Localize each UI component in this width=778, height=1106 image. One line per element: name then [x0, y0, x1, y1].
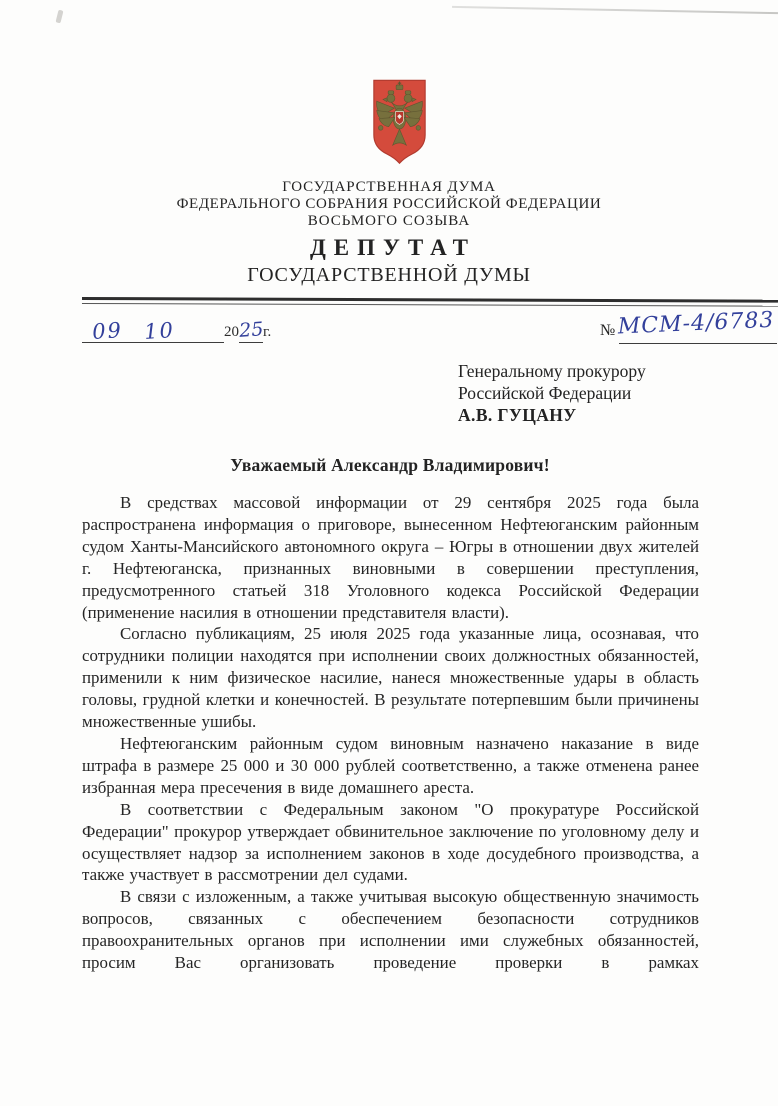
handwritten-number: МСМ-4/6783 [617, 307, 775, 340]
letterhead-org-line2: ФЕДЕРАЛЬНОГО СОБРАНИЯ РОССИЙСКОЙ ФЕДЕРАЦИИ [176, 196, 602, 212]
number-blank [617, 307, 777, 344]
body-paragraph: Нефтеюганским районным судом виновным назначено наказание в виде штрафа в размере 25 000 и 30 000 рублей соответственно, а также отменена ранее избранная мера пресечения в виде домашнего ареста. [82, 733, 699, 797]
number-sign: № [600, 322, 616, 339]
scan-artifact-line [452, 6, 778, 14]
date-year-prefix: 20 [224, 324, 239, 340]
recipient-title: Генеральному прокурору [458, 361, 646, 381]
russia-coat-of-arms-icon [371, 78, 428, 165]
recipient-org: Российской Федерации [458, 383, 632, 403]
letterhead-title-duma: ГОСУДАРСТВЕННОЙ ДУМЫ [247, 264, 531, 286]
letterhead-org-line1: ГОСУДАРСТВЕННАЯ ДУМА [282, 179, 496, 195]
date-month-blank [132, 316, 186, 343]
handwritten-day: 09 [91, 317, 124, 345]
scan-artifact-smudge [56, 10, 64, 24]
date-empty-blank [186, 316, 224, 343]
recipient-block [458, 360, 646, 426]
recipient-name: А.В. ГУЦАНУ [458, 405, 577, 425]
date-year-blank [239, 316, 263, 343]
date-day-blank [82, 316, 132, 343]
salutation: Уважаемый Александр Владимирович! [230, 455, 550, 475]
body-paragraph: В соответствии с Федеральным законом "О прокуратуре Российской Федерации" прокурор утверждает обвинительное заключение по уголовному делу и осуществляет надзор за исполнением законов в ходе досудебного производства, а также участвует в рассмотрении дел судами. [82, 799, 699, 885]
body-paragraph: В связи с изложенным, а также учитывая высокую общественную значимость вопросов, связанных с обеспечением безопасности сотрудников правоохранительных органов при исполнении ими служебных обязанностей, просим Вас организовать проведение проверки в рамках [82, 887, 699, 973]
body-paragraph: В средствах массовой информации от 29 сентября 2025 года была распространена информация о приговоре, вынесенном Нефтеюганским районным судом Ханты-Мансийского автономного округа – Югры в отношении двух жителей г. Нефтеюганска, признанных виновными в совершении преступления, предусмотренного статьей 318 Уголовного кодекса Российской Федерации (применение насилия в отношении представителя власти). [82, 493, 699, 622]
letterhead-org-line3: ВОСЬМОГО СОЗЫВА [307, 213, 471, 229]
document-number-field [600, 307, 777, 348]
letterhead-divider-rule [82, 297, 778, 307]
date-year-suffix: г. [263, 324, 272, 340]
letterhead-title-deputy: ДЕПУТАТ [309, 235, 477, 260]
body-paragraph: Согласно публикациям, 25 июля 2025 года указанные лица, осознавая, что сотрудники полиции находятся при исполнении своих должностных обязанностей, применили к ним физическое насилие, нанеся множественные удары в область головы, грудной клетки и конечностей. В результате потерпевшим были причинены множественные ушибы. [82, 624, 699, 732]
handwritten-month: 10 [143, 317, 176, 345]
letter-body [82, 492, 699, 974]
date-field [82, 316, 271, 346]
handwritten-year: 25 [238, 318, 265, 342]
